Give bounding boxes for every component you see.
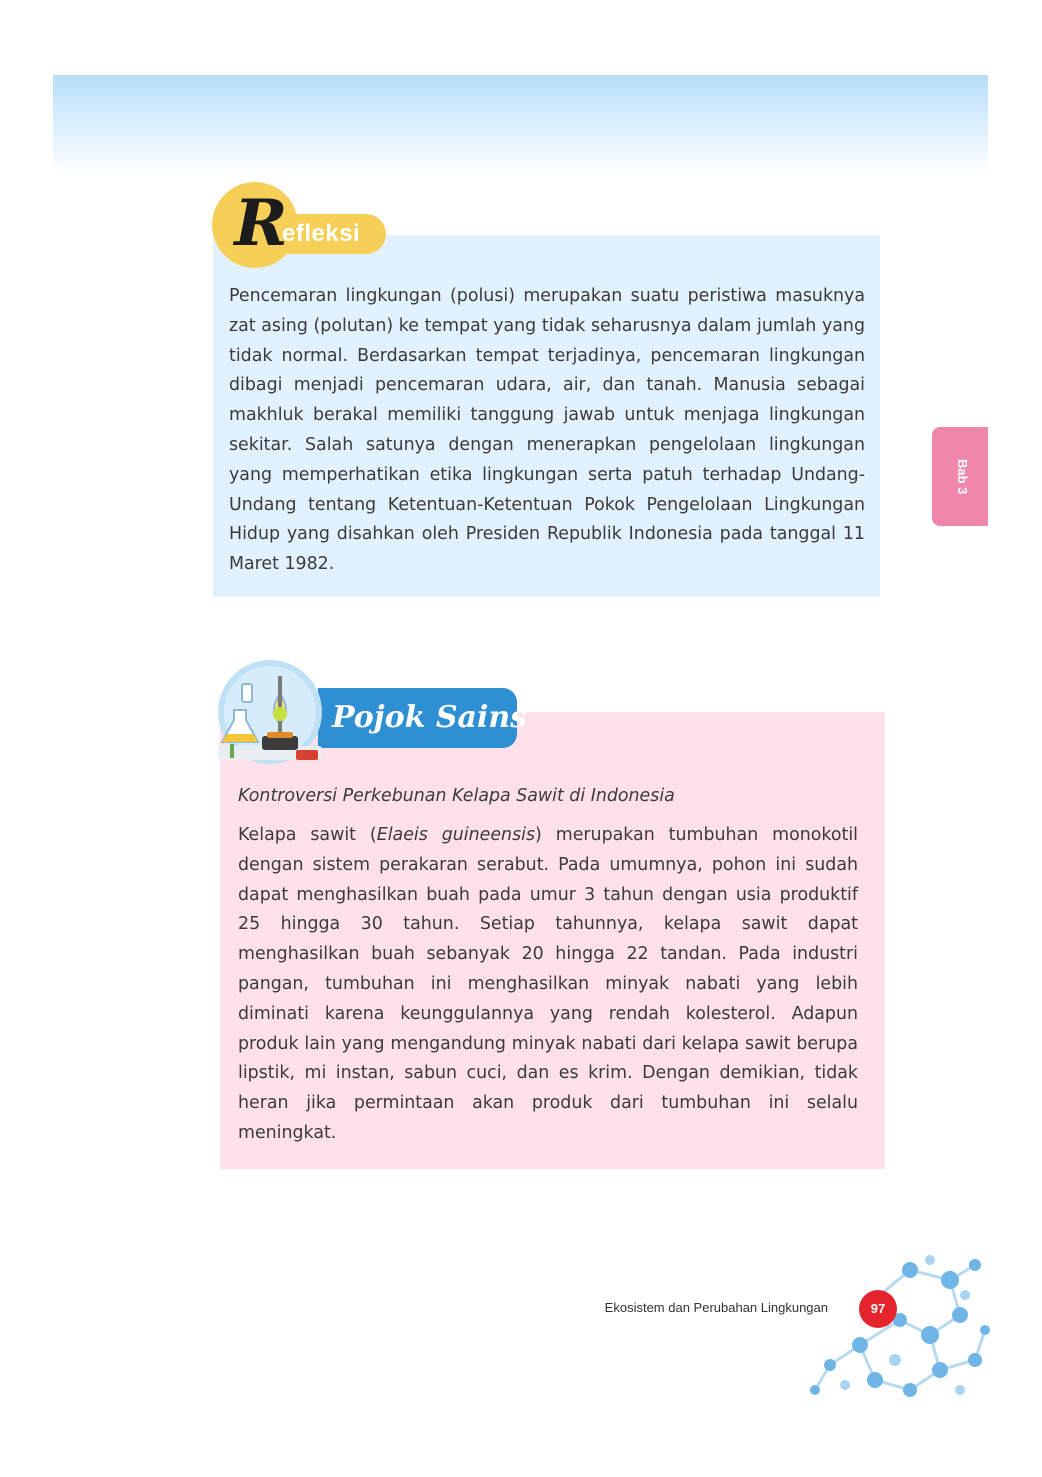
footer-book-title: Ekosistem dan Perubahan Lingkungan bbox=[604, 1300, 828, 1315]
pojok-sains-badge-word: Pojok Sains bbox=[332, 700, 528, 735]
lab-equipment-icon bbox=[212, 654, 328, 772]
refleksi-paragraph: Pencemaran lingkungan (polusi) merupakan suatu peristiwa masuknya zat asing (polutan) ke tempat yang tidak seharusnya dalam jumlah yang tidak normal. Berdasarkan tempat terjadinya, pencemaran lingkungan dibagi menjadi pencemaran udara, air, dan tanah. Manusia sebagai makhluk berakal memiliki tanggung jawab untuk menjaga lingkungan sekitar. Salah satunya dengan menerapkan pengelolaan lingkungan yang memperhatikan etika lingkungan serta patuh terhadap Undang-Undang tentang Ketentuan-Ketentuan Pokok Pengelolaan Lingkungan Hidup yang disahkan oleh Presiden Republik Indonesia pada tanggal 11 Maret 1982. bbox=[229, 286, 865, 575]
paragraph-text-rest: ) merupakan tumbuhan monokotil dengan sistem perakaran serabut. Pada umumnya, pohon ini sudah dapat menghasilkan buah pada umur 3 tahun dengan usia produktif 25 hingga 30 tahun. Setiap tahunnya, kelapa sawit dapat menghasilkan buah sebanyak 20 hingga 22 tandan. Pada industri pangan, tumbuhan ini menghasilkan minyak nabati yang lebih diminati karena keunggulannya yang rendah kolesterol. Adapun produk lain yang mengandung minyak nabati dari kelapa sawit berupa lipstik, mi instan, sabun cuci, dan es krim. Dengan demikian, tidak heran jika permintaan akan produk dari tumbuhan ini selalu meningkat. bbox=[238, 825, 858, 1143]
molecule-decoration-icon bbox=[800, 1250, 990, 1405]
refleksi-badge-initial: R bbox=[234, 186, 288, 261]
refleksi-badge-word: efleksi bbox=[282, 220, 361, 247]
pojok-sains-subtitle: Kontroversi Perkebunan Kelapa Sawit di Indonesia bbox=[238, 786, 675, 806]
pojok-sains-paragraph bbox=[238, 821, 858, 1149]
paragraph-text-start: Kelapa sawit ( bbox=[238, 825, 377, 845]
chapter-tab-label: Bab 3 bbox=[955, 459, 970, 495]
scientific-name: Elaeis guineensis bbox=[376, 825, 536, 845]
header-gradient-band bbox=[53, 75, 988, 175]
page-number-badge: 97 bbox=[859, 1290, 897, 1328]
